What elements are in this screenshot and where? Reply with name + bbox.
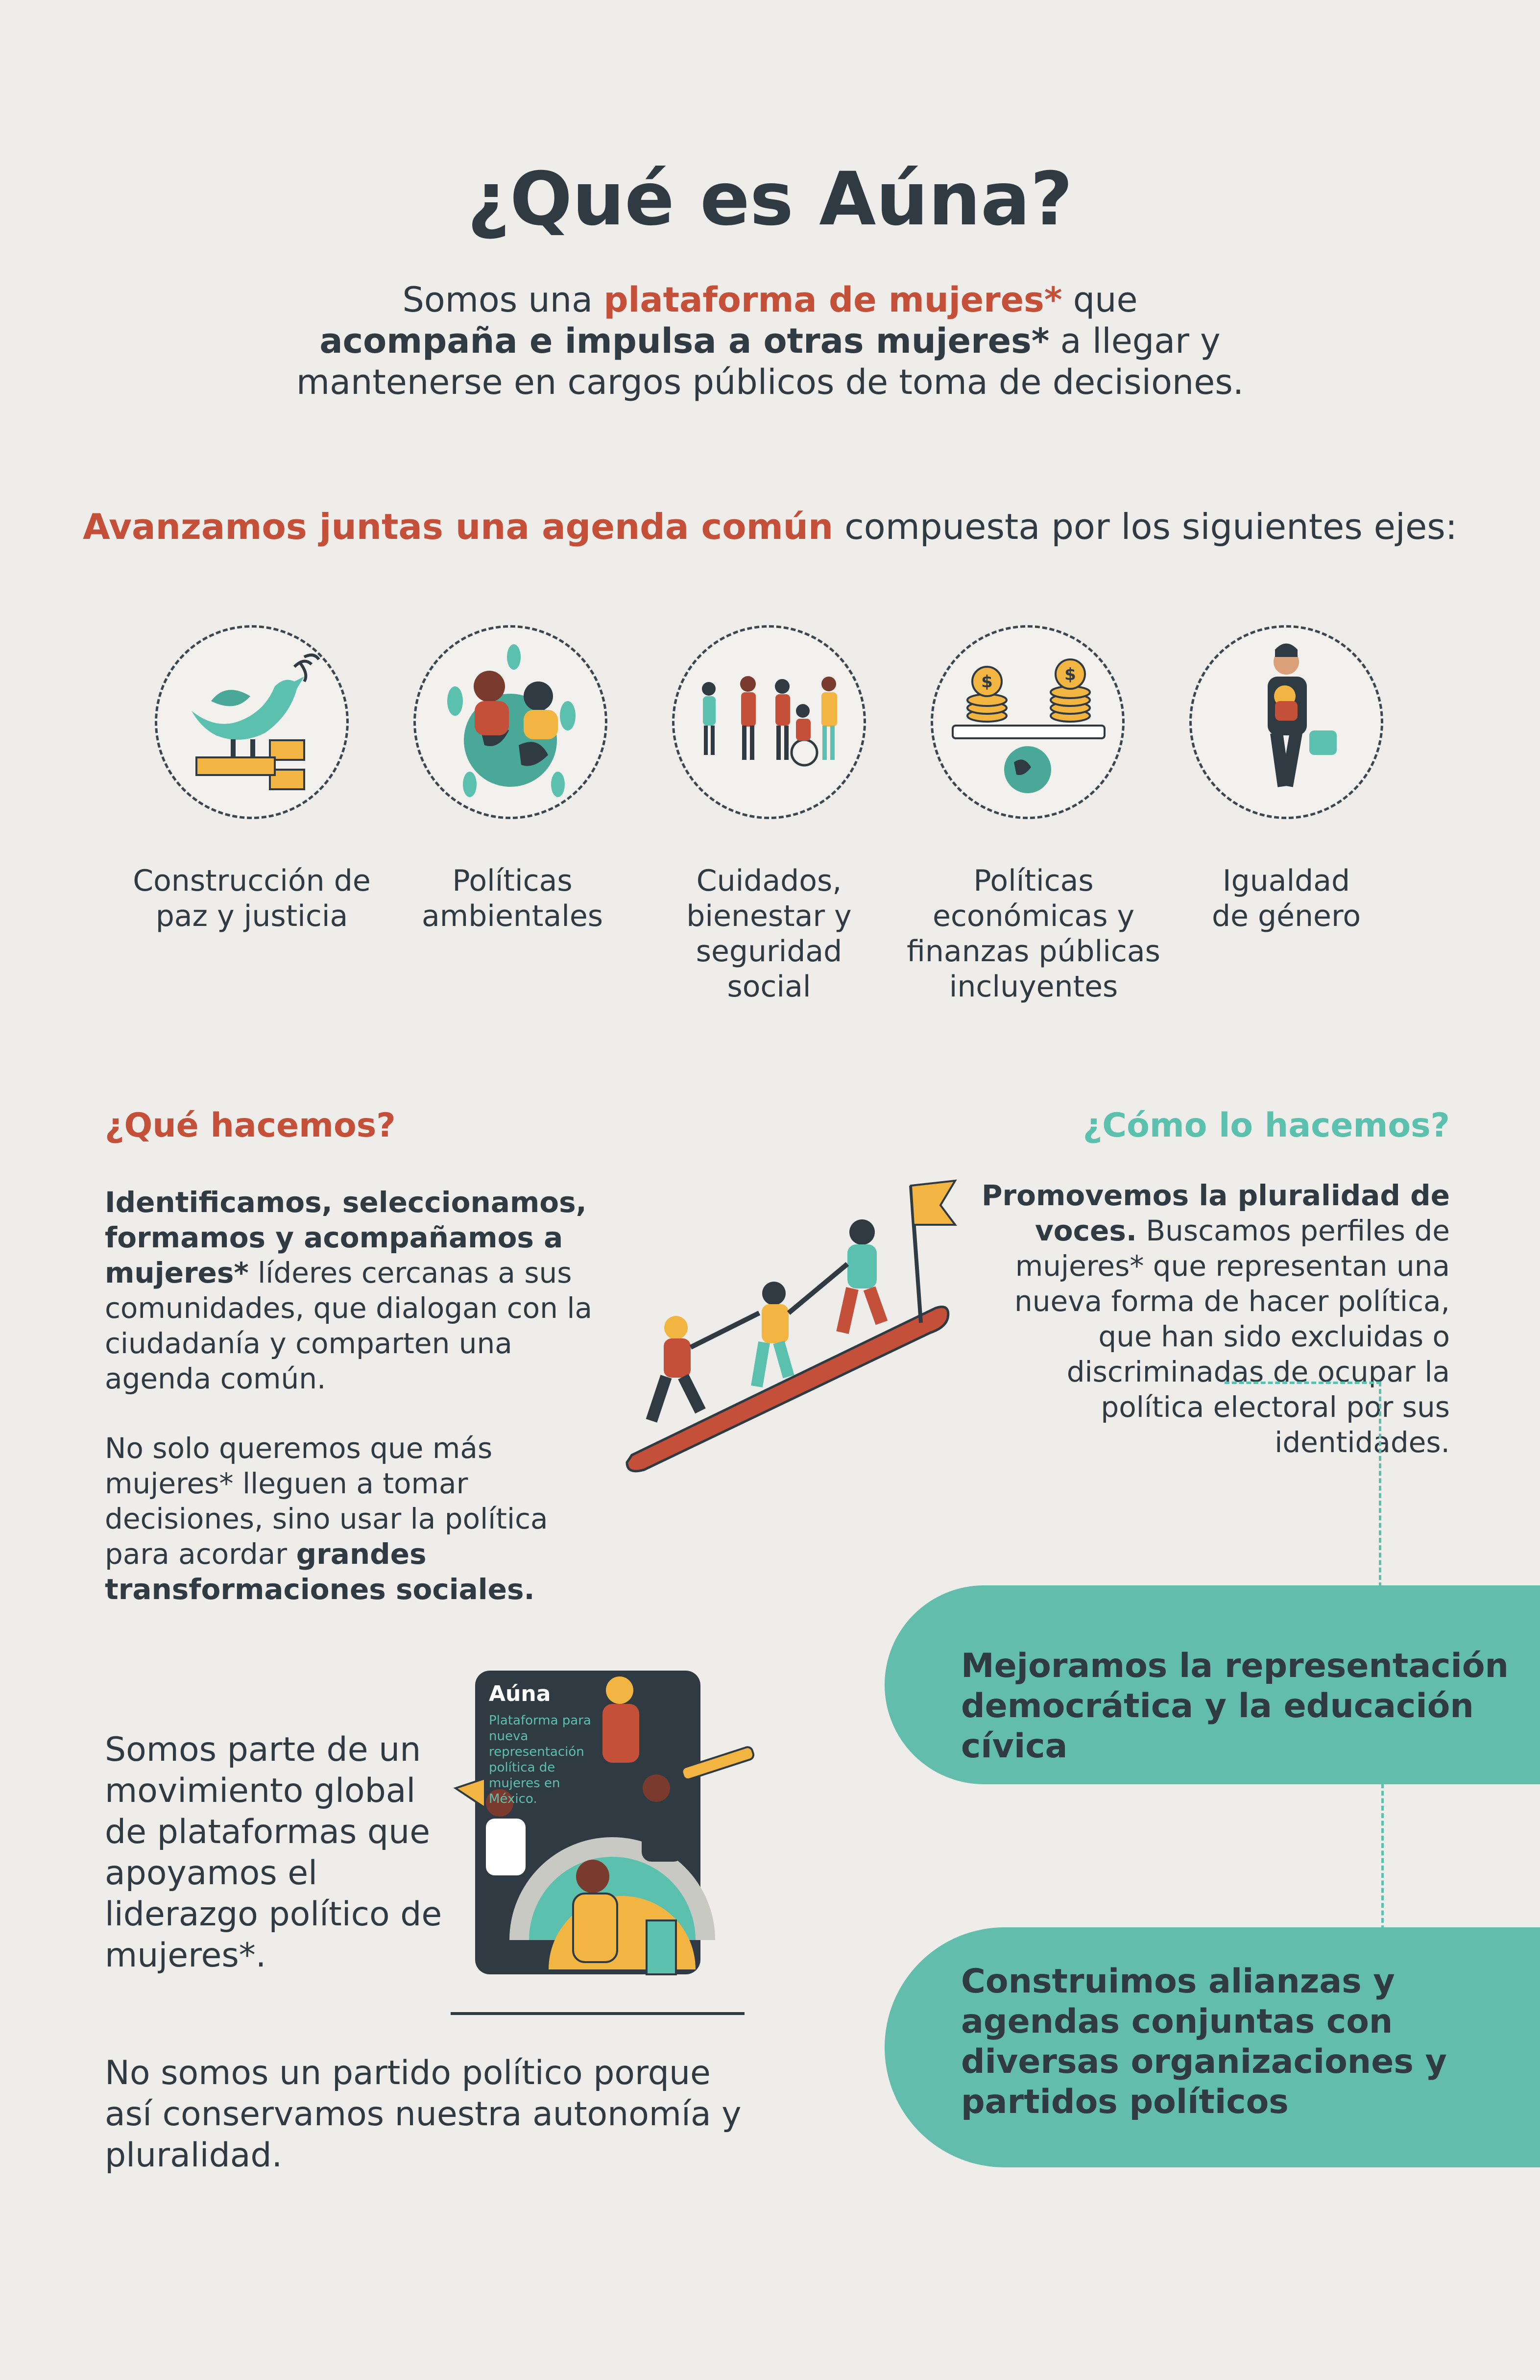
climbing-women-illustration xyxy=(617,1166,960,1480)
movimiento-p2: No somos un partido político porque así conservamos nuestra autonomía y pluralidad. xyxy=(105,2054,742,2175)
movimiento-p1: Somos parte de un movimiento global de plataformas que apoyamos el liderazgo político de mujeres*. xyxy=(105,1730,442,1975)
axis-label-cuidados: Cuidados, bienestar y seguridad social xyxy=(686,864,852,1004)
axis-label-ambientales: Políticas ambientales xyxy=(422,864,603,933)
que-hacemos-p1: Identificamos, seleccionamos, formamos y acompañamos a mujeres* líderes cercanas a sus comunidades, que dialogan con la ciudadanía y comparten una agenda común. xyxy=(105,1186,593,1395)
axis-label-paz: Construcción de paz y justicia xyxy=(133,864,371,933)
board-title: Aúna xyxy=(489,1681,551,1706)
pill-representacion: Mejoramos la representación democrática y la educación cívica xyxy=(885,1585,1540,1784)
page-title: ¿Qué es Aúna? xyxy=(467,157,1073,242)
board-women-illustration xyxy=(451,1666,764,2023)
dashed-connector-v1 xyxy=(1379,1382,1381,1587)
axis-label-economicas: Políticas económicas y finanzas públicas incluyentes xyxy=(907,864,1160,1004)
axis-label-igualdad: Igualdad de género xyxy=(1211,864,1361,933)
pill-alianzas: Construimos alianzas y agendas conjuntas con diversas organizaciones y partidos políticos xyxy=(885,1927,1540,2167)
que-hacemos-p2: No solo queremos que más mujeres* lleguen a tomar decisiones, sino usar la política para acordar grandes transformaciones sociales. xyxy=(105,1432,548,1606)
dashed-connector-h xyxy=(1225,1382,1381,1384)
coins-balance-icon xyxy=(931,625,1125,819)
dove-gavel-icon xyxy=(155,625,349,819)
globe-plants-icon xyxy=(413,625,607,819)
svg-text:$: $ xyxy=(981,672,993,692)
man-carrying-baby-icon xyxy=(1189,625,1383,819)
intro-text: Somos una plataforma de mujeres* que acompaña e impulsa a otras mujeres* a llegar y mantenerse en cargos públicos de toma de decisiones. xyxy=(296,280,1244,402)
como-hacemos-heading: ¿Cómo lo hacemos? xyxy=(1083,1106,1450,1145)
board-text: Plataforma para nueva representación política de mujeres en México. xyxy=(489,1713,591,1806)
dashed-connector-v2 xyxy=(1381,1783,1384,1930)
que-hacemos-heading: ¿Qué hacemos? xyxy=(105,1106,396,1145)
agenda-lead: Avanzamos juntas una agenda común compuesta por los siguientes ejes: xyxy=(82,506,1458,547)
svg-text:$: $ xyxy=(1064,665,1076,684)
como-hacemos-text: Promovemos la pluralidad de voces. Buscamos perfiles de mujeres* que representan una nueva forma de hacer política, que han sido excluidas o discriminadas de ocupar la política electoral por sus identidades. xyxy=(981,1179,1450,1459)
care-people-icon xyxy=(672,625,866,819)
